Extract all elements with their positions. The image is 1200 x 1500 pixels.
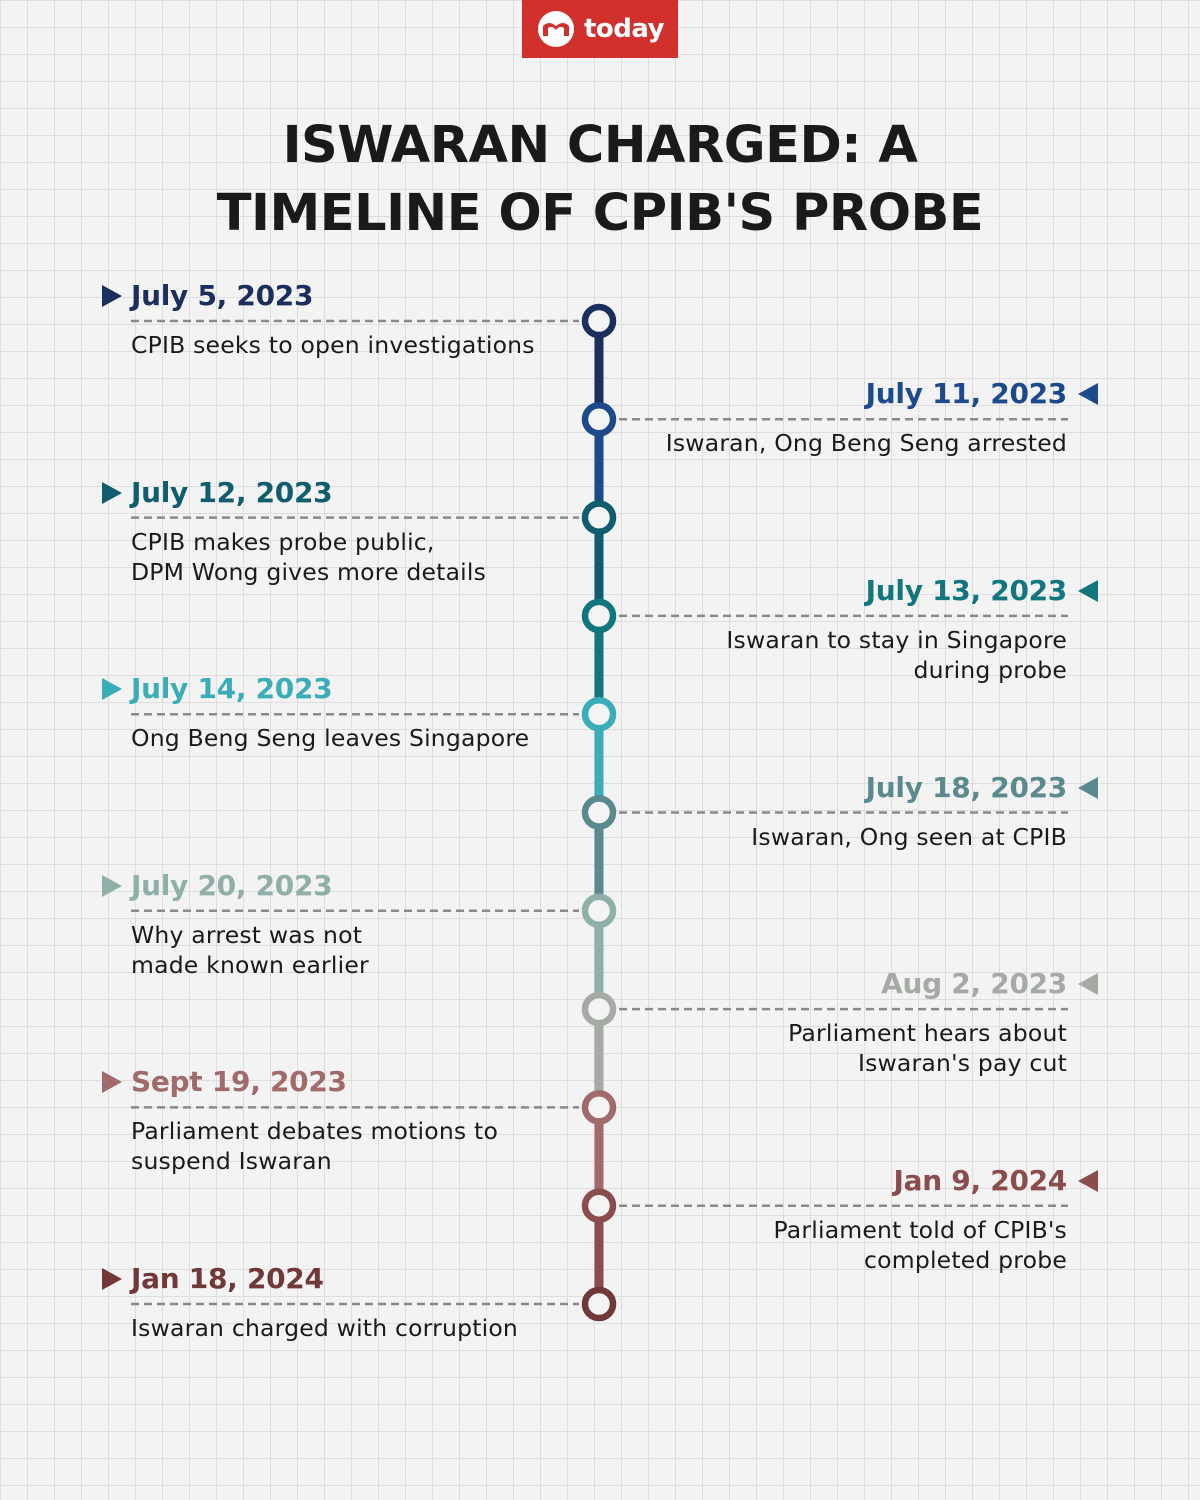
timeline-node (585, 995, 613, 1023)
event-date: July 14, 2023 (131, 672, 333, 706)
arrow-right-icon (102, 1268, 122, 1290)
timeline-node (585, 700, 613, 728)
timeline-node (585, 307, 613, 335)
timeline-node (585, 602, 613, 630)
event-date: Aug 2, 2023 (881, 967, 1067, 1001)
event-date: July 12, 2023 (131, 475, 333, 509)
arrow-right-icon (102, 285, 122, 307)
timeline-node (585, 1192, 613, 1220)
arrow-right-icon (102, 1071, 122, 1093)
page-title-line-2: TIMELINE OF CPIB'S PROBE (216, 184, 984, 243)
event-date: July 20, 2023 (131, 868, 333, 902)
event-description: Iswaran charged with corruption (131, 1314, 519, 1342)
timeline-node (585, 897, 613, 925)
event-description: Ong Beng Seng leaves Singapore (131, 724, 530, 753)
event-description: Iswaran to stay in Singapore during probe (726, 625, 1067, 684)
event-description: Parliament told of CPIB's completed probe (773, 1215, 1067, 1274)
page-title-line-1: ISWARAN CHARGED: A (282, 116, 918, 175)
event-date: Jan 18, 2024 (131, 1262, 324, 1295)
event-date: July 5, 2023 (131, 279, 314, 312)
event-description: CPIB makes probe public, DPM Wong gives more details (131, 527, 487, 586)
arrow-right-icon (102, 875, 122, 897)
event-date: July 18, 2023 (865, 770, 1067, 804)
event-description: Parliament hears about Iswaran's pay cut (788, 1019, 1067, 1078)
event-date: Jan 9, 2024 (893, 1163, 1067, 1197)
timeline-node (585, 504, 613, 532)
today-logo-text: today (583, 14, 665, 44)
event-date: July 11, 2023 (865, 377, 1067, 411)
timeline-node (585, 1093, 613, 1121)
arrow-left-icon (1078, 1170, 1098, 1192)
timeline-node (585, 1290, 613, 1318)
timeline-node (585, 799, 613, 827)
event-description: Iswaran, Ong seen at CPIB (751, 822, 1067, 851)
arrow-left-icon (1078, 580, 1098, 602)
arrow-left-icon (1078, 973, 1098, 995)
event-description: Iswaran, Ong Beng Seng arrested (665, 429, 1067, 458)
event-description: CPIB seeks to open investigations (131, 331, 535, 359)
arrow-left-icon (1078, 777, 1098, 799)
event-description: Why arrest was not made known earlier (131, 920, 369, 979)
event-description: Parliament debates motions to suspend Iswaran (131, 1117, 499, 1176)
arrow-right-icon (102, 482, 122, 504)
arrow-left-icon (1078, 383, 1098, 405)
event-date: July 13, 2023 (865, 573, 1067, 607)
timeline-node (585, 405, 613, 433)
event-date: Sept 19, 2023 (131, 1065, 347, 1099)
arrow-right-icon (102, 678, 122, 700)
